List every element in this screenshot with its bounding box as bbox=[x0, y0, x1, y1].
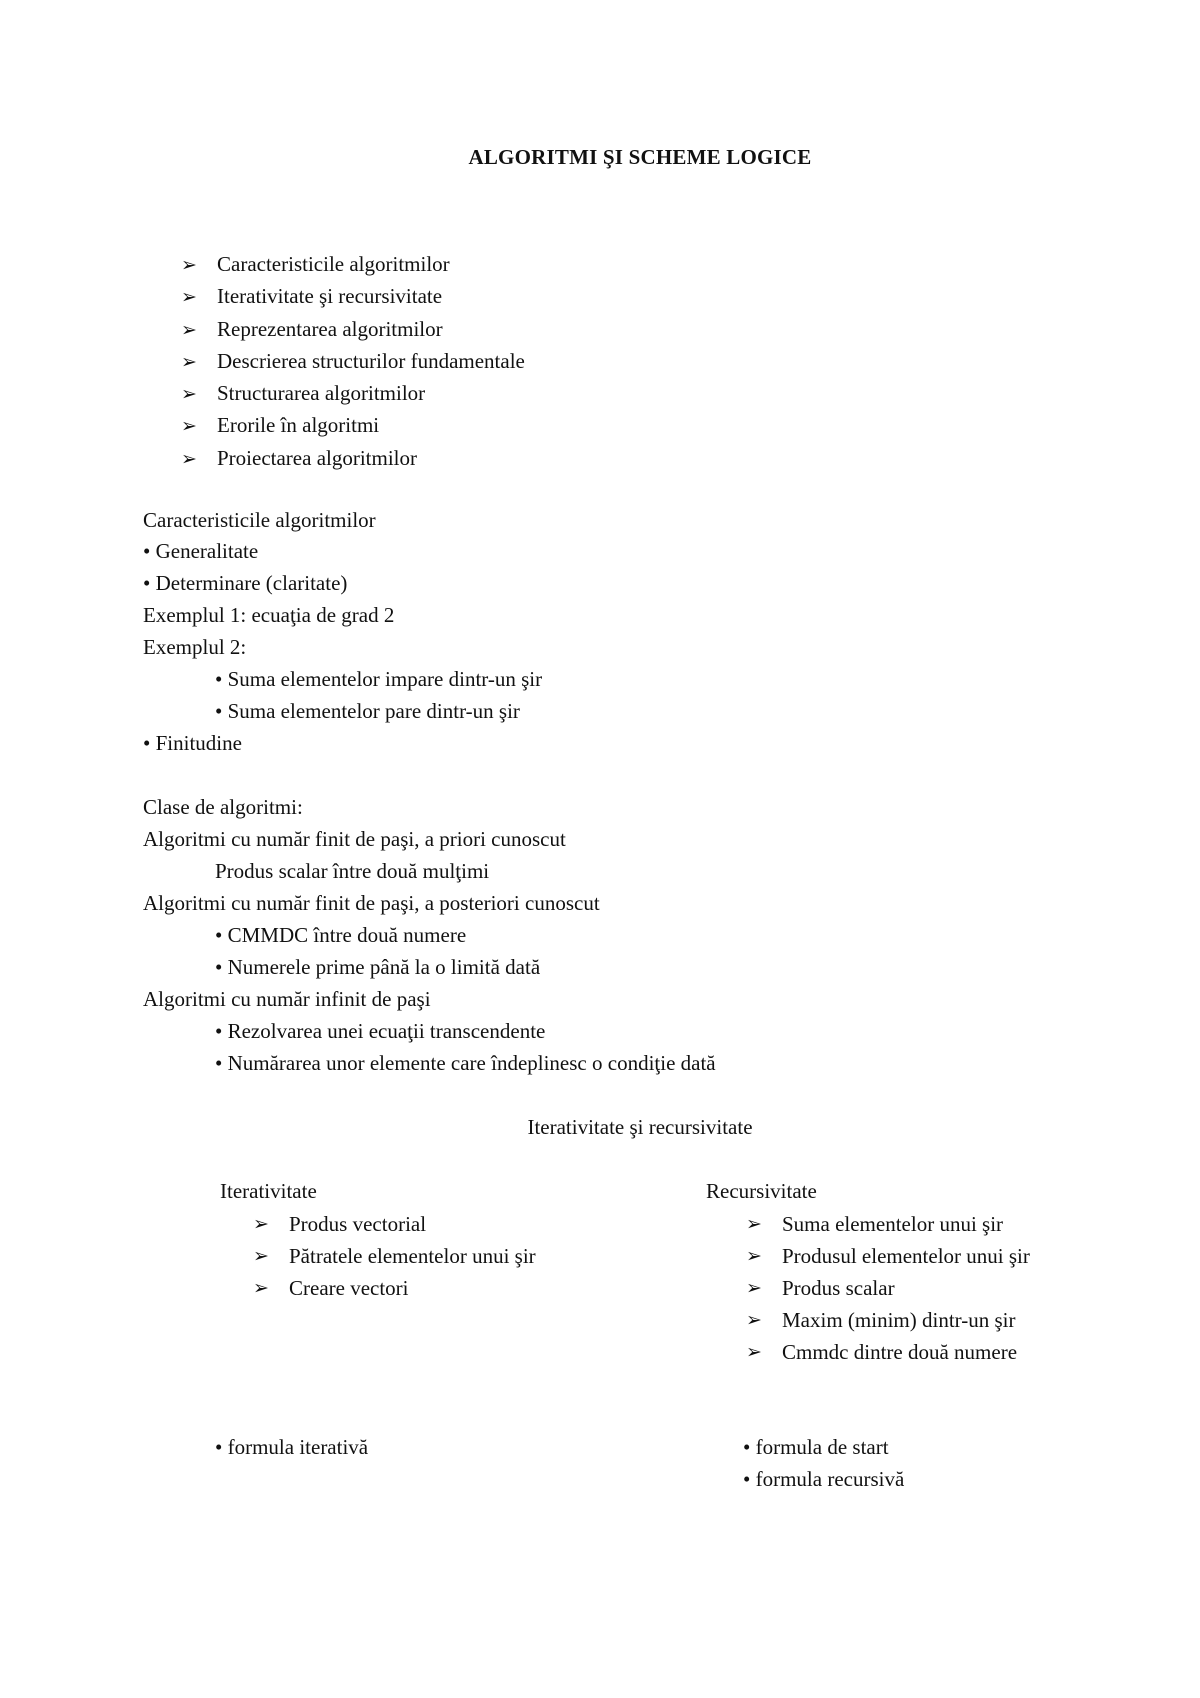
recursive-formula-start: • formula de start bbox=[743, 1435, 889, 1459]
classes-heading: Clase de algoritmi: bbox=[143, 795, 303, 819]
list-item: ➢ Cmmdc dintre două numere bbox=[746, 1336, 1061, 1368]
arrow-bullet-icon: ➢ bbox=[746, 1277, 762, 1299]
class-1-example: Produs scalar între două mulţimi bbox=[215, 859, 490, 883]
iterative-formula: • formula iterativă bbox=[215, 1435, 369, 1459]
list-item: ➢ Creare vectori bbox=[253, 1272, 563, 1304]
list-item: • Determinare (claritate) bbox=[143, 571, 348, 595]
recursive-list bbox=[746, 1208, 1061, 1368]
list-item: ➢ Pătratele elementelor unui şir bbox=[253, 1240, 563, 1272]
toc-item: ➢ Iterativitate şi recursivitate bbox=[181, 280, 525, 312]
list-item: • Suma elementelor pare dintr-un şir bbox=[215, 699, 520, 723]
arrow-bullet-icon: ➢ bbox=[181, 318, 197, 341]
iterative-list bbox=[253, 1208, 563, 1304]
arrow-bullet-icon: ➢ bbox=[181, 383, 197, 406]
arrow-bullet-icon: ➢ bbox=[253, 1213, 269, 1235]
list-item: • Rezolvarea unei ecuaţii transcendente bbox=[215, 1019, 546, 1043]
class-1: Algoritmi cu număr finit de paşi, a priori cunoscut bbox=[143, 827, 566, 851]
list-item: • Generalitate bbox=[143, 539, 259, 563]
document-title: ALGORITMI ŞI SCHEME LOGICE bbox=[468, 145, 812, 169]
list-item: ➢ Produs scalar bbox=[746, 1272, 1061, 1304]
arrow-bullet-icon: ➢ bbox=[746, 1341, 762, 1363]
list-item: • Finitudine bbox=[143, 731, 242, 755]
list-item: • CMMDC între două numere bbox=[215, 923, 467, 947]
list-item: ➢ Suma elementelor unui şir bbox=[746, 1208, 1061, 1240]
list-item: • Numărarea unor elemente care îndeplinesc o condiţie dată bbox=[215, 1051, 716, 1075]
list-item: • Numerele prime până la o limită dată bbox=[215, 955, 541, 979]
class-3: Algoritmi cu număr infinit de paşi bbox=[143, 987, 431, 1011]
section-heading: Iterativitate şi recursivitate bbox=[527, 1115, 753, 1139]
arrow-bullet-icon: ➢ bbox=[746, 1309, 762, 1331]
toc-item: ➢ Reprezentarea algoritmilor bbox=[181, 313, 525, 345]
list-item: ➢ Produs vectorial bbox=[253, 1208, 563, 1240]
recursive-heading: Recursivitate bbox=[706, 1179, 817, 1203]
iterative-heading: Iterativitate bbox=[220, 1179, 317, 1203]
example-1: Exemplul 1: ecuaţia de grad 2 bbox=[143, 603, 395, 627]
arrow-bullet-icon: ➢ bbox=[181, 254, 197, 276]
arrow-bullet-icon: ➢ bbox=[746, 1213, 762, 1235]
toc-item: ➢ Structurarea algoritmilor bbox=[181, 377, 525, 409]
example-2: Exemplul 2: bbox=[143, 635, 247, 659]
arrow-bullet-icon: ➢ bbox=[181, 447, 197, 470]
recursive-formula: • formula recursivă bbox=[743, 1467, 905, 1491]
toc-item: ➢ Caracteristicile algoritmilor bbox=[181, 248, 525, 280]
toc-item: ➢ Erorile în algoritmi bbox=[181, 409, 525, 441]
arrow-bullet-icon: ➢ bbox=[746, 1245, 762, 1267]
table-of-contents bbox=[181, 248, 525, 474]
arrow-bullet-icon: ➢ bbox=[253, 1245, 269, 1267]
list-item: • Suma elementelor impare dintr-un şir bbox=[215, 667, 543, 691]
arrow-bullet-icon: ➢ bbox=[181, 415, 197, 438]
arrow-bullet-icon: ➢ bbox=[181, 286, 197, 309]
list-item: ➢ Maxim (minim) dintr-un şir bbox=[746, 1304, 1061, 1336]
class-2: Algoritmi cu număr finit de paşi, a posteriori cunoscut bbox=[143, 891, 600, 915]
toc-item: ➢ Descrierea structurilor fundamentale bbox=[181, 345, 525, 377]
arrow-bullet-icon: ➢ bbox=[181, 350, 197, 373]
list-item: ➢ Produsul elementelor unui şir bbox=[746, 1240, 1061, 1272]
arrow-bullet-icon: ➢ bbox=[253, 1277, 269, 1299]
characteristics-heading: Caracteristicile algoritmilor bbox=[143, 508, 376, 532]
toc-item: ➢ Proiectarea algoritmilor bbox=[181, 442, 525, 474]
